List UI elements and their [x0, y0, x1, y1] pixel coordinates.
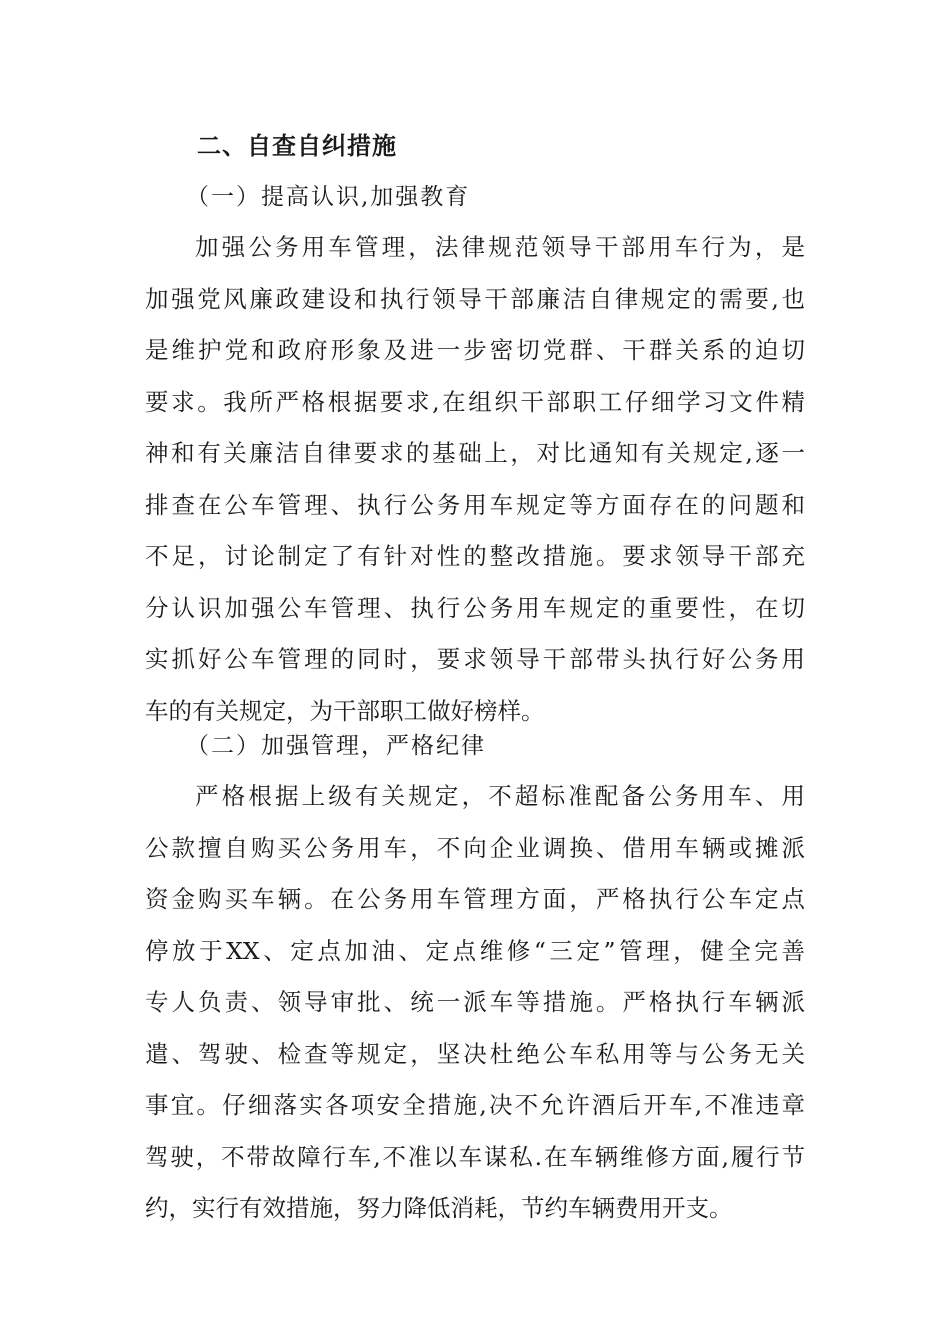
paragraph-line: 驾驶，不带故障行车,不准以车谋私.在车辆维修方面,履行节: [145, 1142, 805, 1171]
paragraph-line: 约，实行有效措施，努力降低消耗，节约车辆费用开支。: [145, 1194, 733, 1222]
section-title: 二、自查自纠措施: [197, 132, 397, 160]
paragraph-line: 事宜。仔细落实各项安全措施,决不允许酒后开车,不准违章: [145, 1091, 805, 1119]
subsection-title-2: （二）加强管理，严格纪律: [186, 733, 486, 759]
paragraph-2: [145, 771, 805, 1235]
paragraph-line: 要求。我所严格根据要求,在组织干部职工仔细学习文件精: [145, 387, 805, 416]
paragraph-line: 加强公务用车管理，法律规范领导干部用车行为，是: [195, 233, 805, 261]
paragraph-line: 公款擅自购买公务用车，不向企业调换、借用车辆或摊派: [145, 833, 805, 862]
paragraph-line: 神和有关廉洁自律要求的基础上，对比通知有关规定,逐一: [145, 439, 805, 467]
paragraph-line: 排查在公车管理、执行公务用车规定等方面存在的问题和: [145, 490, 805, 519]
paragraph-line: 停放于XX、定点加油、定点维修“三定”管理，健全完善: [145, 936, 805, 965]
paragraph-line: 车的有关规定，为干部职工做好榜样。: [145, 696, 545, 725]
paragraph-line: 资金购买车辆。在公务用车管理方面，严格执行公车定点: [145, 885, 805, 913]
subsection-title-1: （一）提高认识,加强教育: [186, 184, 471, 210]
paragraph-line: 遣、驾驶、检查等规定，坚决杜绝公车私用等与公务无关: [145, 1039, 805, 1068]
paragraph-line: 专人负责、领导审批、统一派车等措施。严格执行车辆派: [145, 988, 805, 1016]
paragraph-1: [145, 222, 805, 737]
paragraph-line: 加强党风廉政建设和执行领导干部廉洁自律规定的需要,也: [145, 284, 805, 313]
paragraph-line: 分认识加强公车管理、执行公务用车规定的重要性，在切: [145, 593, 805, 622]
paragraph-line: 是维护党和政府形象及进一步密切党群、干群关系的迫切: [145, 336, 805, 364]
paragraph-line: 不足，讨论制定了有针对性的整改措施。要求领导干部充: [145, 542, 805, 570]
paragraph-line: 严格根据上级有关规定，不超标准配备公务用车、用: [195, 782, 805, 810]
paragraph-line: 实抓好公车管理的同时，要求领导干部带头执行好公务用: [145, 645, 805, 673]
